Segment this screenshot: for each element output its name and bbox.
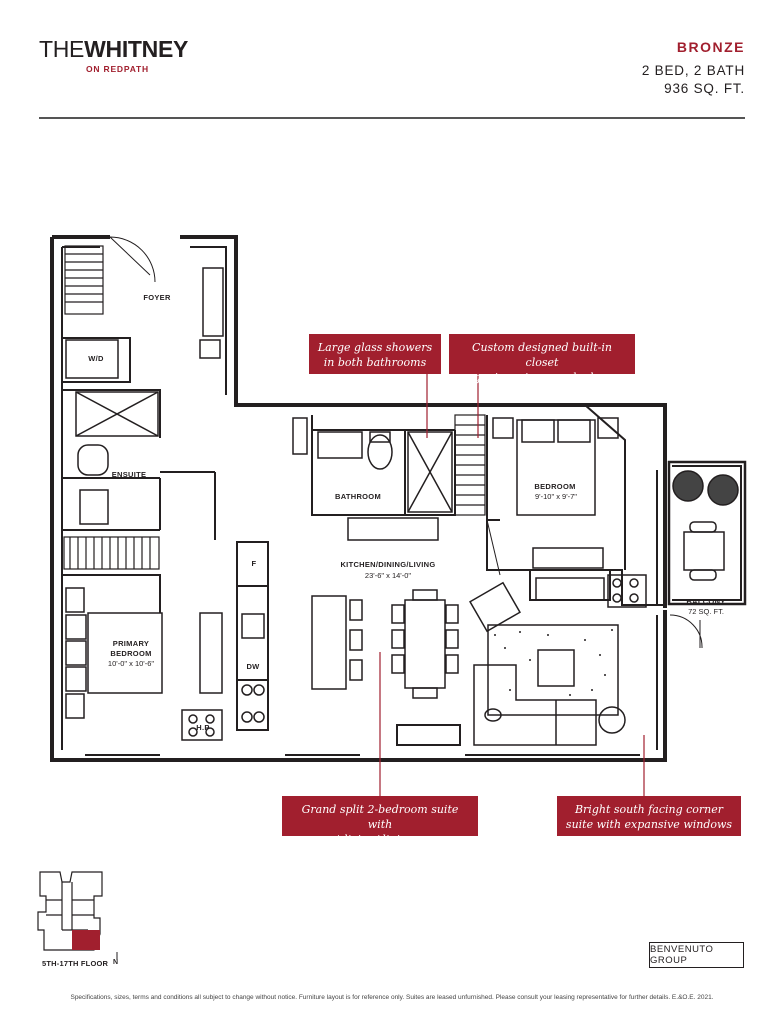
callout-closets-line1: Custom designed built-in closet (472, 341, 612, 369)
unit-name: BRONZE (676, 39, 745, 55)
unit-area: 936 SQ. FT. (664, 81, 745, 96)
room-kitchen-dim: 23'-6" x 14'-0" (364, 571, 412, 580)
callout-showers (309, 334, 441, 374)
room-bedroom-dim: 9'-10" x 9'-7" (535, 492, 577, 501)
room-bedroom: BEDROOM (534, 482, 576, 491)
callout-closets (449, 334, 635, 384)
room-primary-dim: 10'-0" x 10'-6" (107, 659, 155, 668)
developer-logo: BENVENUTO GROUP (649, 942, 744, 968)
brand-subtitle: ON REDPATH (86, 64, 149, 74)
callout-split-line1: Grand split 2-bedroom suite with (301, 803, 459, 831)
callout-showers-line2: in both bathrooms (323, 356, 427, 369)
callout-closets-line2: organizers in every bedroom (461, 371, 623, 384)
room-balcony-area: 72 SQ. FT. (688, 607, 724, 616)
room-bathroom: BATHROOM (334, 492, 381, 501)
callout-split-line2: great living/dining space (310, 833, 450, 846)
callout-showers-line1: Large glass showers (317, 341, 433, 354)
room-primary-line2: BEDROOM (110, 649, 152, 658)
room-primary-line1: PRIMARY (112, 639, 150, 648)
keyplan-floor-label: 5TH-17TH FLOOR (42, 959, 109, 968)
unit-beds: 2 BED, 2 BATH (641, 63, 745, 78)
room-wd: W/D (88, 354, 104, 363)
brand-light: THE (39, 36, 85, 62)
appliance-fridge: F (251, 559, 257, 568)
callout-corner-suite (557, 796, 741, 836)
room-foyer: FOYER (143, 293, 171, 302)
north-indicator: N (113, 959, 119, 966)
appliance-dishwasher: DW (246, 662, 260, 671)
room-kitchen: KITCHEN/DINING/LIVING (340, 560, 436, 569)
footer-disclaimer: Specifications, sizes, terms and conditions all subject to change without notice. Furniture layout is for reference only. Suites are leased unfurnished. Please consult your leasing representative for further details. E.&O.E. 2021. (70, 994, 714, 1001)
room-balcony: BALCONY (686, 597, 726, 606)
callout-split-suite (282, 796, 478, 846)
appliance-hp: H.P (196, 723, 210, 732)
room-ensuite: ENSUITE (111, 470, 147, 479)
brand-bold: WHITNEY (84, 36, 189, 62)
callout-corner-line2: suite with expansive windows (565, 818, 733, 831)
callout-corner-line1: Bright south facing corner (574, 803, 724, 816)
